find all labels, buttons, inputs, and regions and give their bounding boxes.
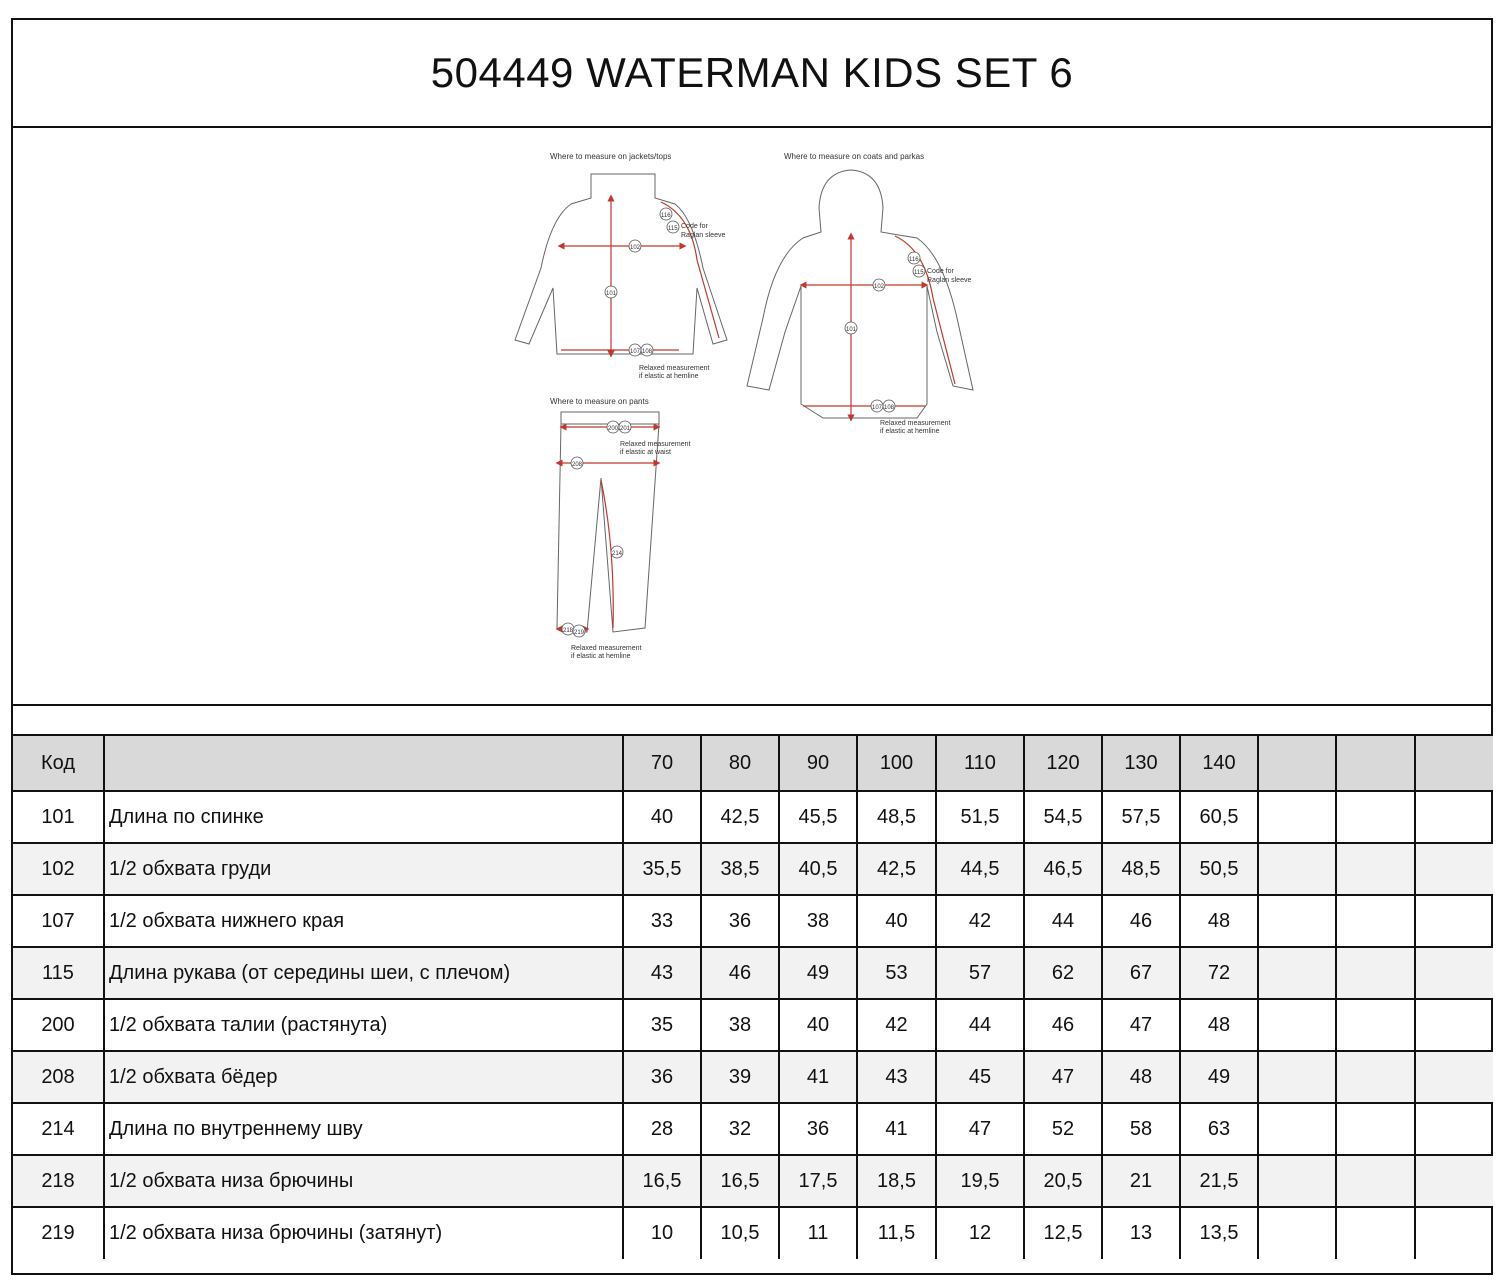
measure-value: 48 [1102,1051,1180,1103]
measure-name: 1/2 обхвата груди [104,843,623,895]
pants-relaxed-1: Relaxed measurement [620,441,691,448]
measure-code: 214 [13,1103,104,1155]
measure-value: 35,5 [623,843,701,895]
measure-code: 200 [13,999,104,1051]
measure-value [1415,1103,1493,1155]
measure-value [1258,1103,1336,1155]
table-row [13,1155,1493,1207]
measure-code: 102 [13,843,104,895]
measure-value: 62 [1024,947,1102,999]
measure-value: 43 [623,947,701,999]
parka-code-107: 107 [872,405,883,411]
measure-value [1258,1155,1336,1207]
measure-value [1336,1155,1415,1207]
measure-name: 1/2 обхвата низа брючины (затянут) [104,1207,623,1259]
measure-value: 35 [623,999,701,1051]
table-row [13,1207,1493,1259]
pants-hem-relaxed-1: Relaxed measurement [571,645,642,652]
jacket-relaxed-1: Relaxed measurement [639,365,710,372]
code-218: 218 [563,628,574,634]
measure-name: 1/2 обхвата низа брючины [104,1155,623,1207]
measure-value: 44,5 [936,843,1024,895]
measure-value: 45 [936,1051,1024,1103]
measure-value: 28 [623,1103,701,1155]
measure-value: 11 [779,1207,857,1259]
size-table-body [13,791,1493,1259]
coats-caption: Where to measure on coats and parkas [784,152,925,161]
pants-caption: Where to measure on pants [550,397,649,406]
table-row [13,1103,1493,1155]
measure-value [1415,999,1493,1051]
measure-value: 42 [936,895,1024,947]
measure-value [1415,1207,1493,1259]
code-108: 108 [642,349,653,355]
table-row [13,999,1493,1051]
measure-code: 218 [13,1155,104,1207]
measure-value [1258,895,1336,947]
measure-value: 47 [936,1103,1024,1155]
measure-value: 36 [701,895,779,947]
measure-value [1415,1155,1493,1207]
measure-value: 10 [623,1207,701,1259]
measure-value: 18,5 [857,1155,936,1207]
measure-value: 13,5 [1180,1207,1258,1259]
title-row [13,20,1491,128]
measure-value: 50,5 [1180,843,1258,895]
measure-name: 1/2 обхвата нижнего края [104,895,623,947]
measure-value [1336,999,1415,1051]
measure-value: 67 [1102,947,1180,999]
measure-value: 49 [1180,1051,1258,1103]
measure-value [1258,1051,1336,1103]
measure-name: 1/2 обхвата талии (растянута) [104,999,623,1051]
measure-value: 48 [1180,999,1258,1051]
measure-value: 46 [1102,895,1180,947]
jacket-diagram [515,152,727,380]
measure-value: 46 [701,947,779,999]
raglan-note-2: Raglan sleeve [681,232,726,239]
pants-hem-relaxed-2: if elastic at hemline [571,653,631,660]
parka-code-101: 101 [846,327,857,333]
measure-value: 36 [623,1051,701,1103]
parka-code-108: 108 [884,405,895,411]
measure-value: 13 [1102,1207,1180,1259]
measure-value: 52 [1024,1103,1102,1155]
measure-value [1258,999,1336,1051]
measure-value [1415,1051,1493,1103]
code-200: 200 [608,426,619,432]
measure-value: 33 [623,895,701,947]
code-115: 115 [668,226,678,232]
size-header: 120 [1024,736,1102,791]
measure-value: 51,5 [936,791,1024,843]
measure-value: 11,5 [857,1207,936,1259]
parka-outline [747,170,973,418]
measure-value: 57,5 [1102,791,1180,843]
measure-value: 16,5 [623,1155,701,1207]
measure-value: 40,5 [779,843,857,895]
code-219: 219 [574,630,585,636]
code-201: 201 [620,426,631,432]
measure-code: 101 [13,791,104,843]
measure-value: 19,5 [936,1155,1024,1207]
measure-value [1415,791,1493,843]
measure-value: 42,5 [701,791,779,843]
measure-value: 72 [1180,947,1258,999]
measure-value: 16,5 [701,1155,779,1207]
size-table [13,736,1493,1259]
size-header: 140 [1180,736,1258,791]
parka-relaxed-2: if elastic at hemline [880,428,940,435]
measure-name: 1/2 обхвата бёдер [104,1051,623,1103]
measure-value: 41 [857,1103,936,1155]
measure-value: 38,5 [701,843,779,895]
table-row [13,947,1493,999]
jacket-relaxed-2: if elastic at hemline [639,373,699,380]
measure-value: 42 [857,999,936,1051]
measure-value [1415,947,1493,999]
measure-value: 12,5 [1024,1207,1102,1259]
measure-value: 47 [1102,999,1180,1051]
size-header [1258,736,1336,791]
measure-value: 38 [701,999,779,1051]
table-row [13,791,1493,843]
measure-value: 49 [779,947,857,999]
code-214: 214 [612,551,623,557]
code-101: 101 [606,291,617,297]
size-header [1336,736,1415,791]
size-header: 90 [779,736,857,791]
measure-value: 44 [936,999,1024,1051]
measure-value: 46,5 [1024,843,1102,895]
pants-diagram [550,397,690,660]
code-107: 107 [630,349,641,355]
measure-value: 21,5 [1180,1155,1258,1207]
measure-name: Длина по внутреннему шву [104,1103,623,1155]
code-column-header: Код [13,736,104,791]
code-208: 208 [572,462,583,468]
table-row [13,895,1493,947]
measure-value: 58 [1102,1103,1180,1155]
measure-value: 42,5 [857,843,936,895]
jacket-outline [515,174,727,354]
raglan-note-1: Code for [681,223,708,230]
measure-value: 48,5 [857,791,936,843]
size-chart-frame [11,18,1493,1275]
measure-value: 32 [701,1103,779,1155]
measure-value: 38 [779,895,857,947]
measure-value: 54,5 [1024,791,1102,843]
jackets-caption: Where to measure on jackets/tops [550,152,672,161]
code-116: 116 [661,213,671,219]
measure-value: 41 [779,1051,857,1103]
parka-relaxed-1: Relaxed measurement [880,420,951,427]
size-header: 100 [857,736,936,791]
parka-code-116: 116 [909,257,919,263]
size-header: 80 [701,736,779,791]
measurement-diagram [13,128,1491,704]
measure-value: 40 [857,895,936,947]
measure-value: 40 [623,791,701,843]
measure-value: 46 [1024,999,1102,1051]
page-title: 504449 WATERMAN KIDS SET 6 [430,49,1074,96]
measure-value: 63 [1180,1103,1258,1155]
measure-value [1415,895,1493,947]
measure-code: 107 [13,895,104,947]
measurement-diagram-area [13,128,1491,706]
measure-value [1336,843,1415,895]
spacer-row [13,706,1491,736]
table-header-row [13,736,1493,791]
parka-diagram [747,152,973,435]
measure-value [1415,843,1493,895]
measure-value: 12 [936,1207,1024,1259]
size-header: 130 [1102,736,1180,791]
parka-raglan-note-2: Raglan sleeve [927,277,972,284]
measure-value [1336,791,1415,843]
measure-value: 21 [1102,1155,1180,1207]
measure-value [1258,791,1336,843]
table-row [13,1051,1493,1103]
measure-value [1258,843,1336,895]
measure-value: 48,5 [1102,843,1180,895]
table-row [13,843,1493,895]
measure-value: 10,5 [701,1207,779,1259]
measure-value [1336,1103,1415,1155]
pants-relaxed-2: if elastic at waist [620,449,671,456]
measure-value [1336,1207,1415,1259]
measure-code: 208 [13,1051,104,1103]
measure-value: 47 [1024,1051,1102,1103]
name-column-header [104,736,623,791]
measure-value: 45,5 [779,791,857,843]
measure-value: 44 [1024,895,1102,947]
measure-value: 17,5 [779,1155,857,1207]
size-header: 110 [936,736,1024,791]
measure-value [1258,1207,1336,1259]
size-header: 70 [623,736,701,791]
measure-value [1336,947,1415,999]
measure-value: 53 [857,947,936,999]
measure-code: 115 [13,947,104,999]
measure-value: 39 [701,1051,779,1103]
measure-value: 60,5 [1180,791,1258,843]
measure-value: 20,5 [1024,1155,1102,1207]
measure-value: 36 [779,1103,857,1155]
measure-value [1336,1051,1415,1103]
parka-code-102: 102 [874,284,885,290]
measure-value: 40 [779,999,857,1051]
parka-raglan-note-1: Code for [927,268,954,275]
measure-name: Длина по спинке [104,791,623,843]
measure-value: 43 [857,1051,936,1103]
measure-value: 48 [1180,895,1258,947]
size-header [1415,736,1493,791]
measure-value [1258,947,1336,999]
measure-name: Длина рукава (от середины шеи, с плечом) [104,947,623,999]
measure-code: 219 [13,1207,104,1259]
parka-code-115: 115 [914,270,924,276]
measure-value: 57 [936,947,1024,999]
code-102: 102 [630,245,641,251]
measure-value [1336,895,1415,947]
